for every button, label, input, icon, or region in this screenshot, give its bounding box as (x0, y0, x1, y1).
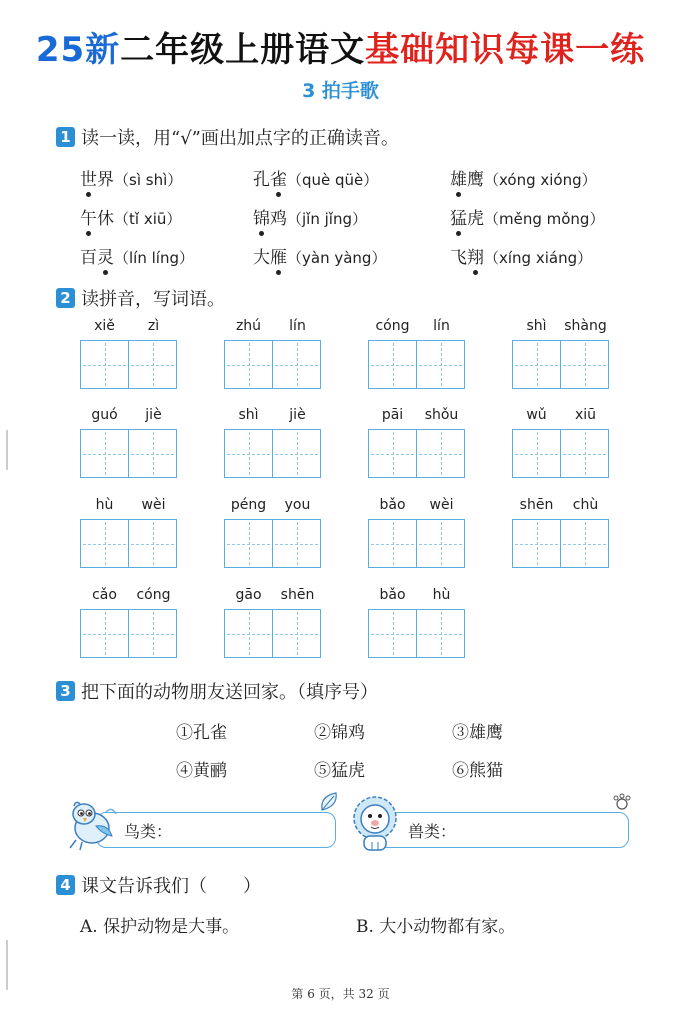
pinyin-syllable: hù (432, 587, 451, 603)
writing-square[interactable] (368, 429, 417, 478)
pinyin-write-cell (512, 318, 610, 389)
writing-grid (224, 519, 322, 568)
word-char: 界 (97, 170, 114, 190)
pinyin-syllable: hù (95, 497, 114, 513)
writing-square[interactable] (129, 340, 177, 389)
pinyin-write-cell (368, 318, 466, 389)
word-char: 翔 (467, 243, 484, 268)
writing-square[interactable] (273, 519, 321, 568)
pinyin-options[interactable]: （tǐ xiū） (114, 210, 182, 228)
word-char: 孔 (253, 170, 270, 190)
word-char: 大 (253, 248, 270, 268)
pinyin-row (368, 318, 466, 336)
animal-option: ⑥熊猫 (452, 761, 503, 781)
word-char: 锦 (253, 204, 270, 229)
writing-grid (512, 429, 610, 478)
pinyin-write-cell (224, 318, 322, 389)
beast-label: 兽类： (408, 822, 457, 841)
pinyin-syllable: lín (289, 318, 306, 334)
pinyin-syllable: jiè (145, 407, 162, 423)
pinyin-syllable: chù (572, 497, 599, 513)
page-title (0, 22, 681, 71)
writing-grid (80, 609, 178, 658)
pinyin-syllable: you (284, 497, 311, 513)
pinyin-options[interactable]: （jǐn jǐng） (287, 210, 367, 228)
writing-square[interactable] (80, 519, 129, 568)
writing-square[interactable] (80, 429, 129, 478)
writing-grid (368, 609, 466, 658)
word-char: 午 (80, 204, 97, 229)
pinyin-options[interactable]: （sì shì） (114, 171, 183, 189)
page-edge-mark (6, 430, 8, 470)
pinyin-row (80, 497, 178, 515)
word-char: 虎 (467, 209, 484, 229)
pinyin-syllable: xiū (574, 407, 597, 423)
word-char: 灵 (97, 243, 114, 268)
pinyin-row (224, 407, 322, 425)
writing-square[interactable] (129, 429, 177, 478)
word-char: 百 (80, 248, 97, 268)
writing-grid (80, 519, 178, 568)
pinyin-syllable: wǔ (526, 407, 547, 423)
writing-square[interactable] (224, 609, 273, 658)
section2-heading (56, 285, 225, 311)
writing-square[interactable] (224, 519, 273, 568)
word-char: 雄 (450, 165, 467, 190)
writing-square[interactable] (417, 519, 465, 568)
title-part3: 基础知识每课一练 (365, 30, 646, 70)
leaf-icon (318, 790, 340, 814)
word-char: 休 (97, 209, 114, 229)
pinyin-options[interactable]: （xíng xiáng） (484, 249, 593, 267)
page-footer: 第 6 页，共 32 页 (291, 987, 390, 1001)
pinyin-syllable: zì (147, 318, 160, 334)
pinyin-syllable: cóng (375, 318, 410, 334)
writing-square[interactable] (368, 519, 417, 568)
pinyin-options[interactable]: （què qüè） (287, 171, 379, 189)
pinyin-row (80, 407, 178, 425)
writing-square[interactable] (80, 609, 129, 658)
animal-option: ①孔雀 (176, 723, 227, 743)
writing-grid (368, 340, 466, 389)
pronunciation-item (253, 165, 378, 190)
writing-grid (368, 429, 466, 478)
pinyin-write-cell (224, 407, 322, 478)
animal-option: ④黄鹂 (176, 761, 227, 781)
section1-instruction: 读一读，用“√”画出加点字的正确读音。 (81, 128, 399, 149)
writing-square[interactable] (129, 519, 177, 568)
pinyin-syllable: péng (230, 497, 267, 513)
pinyin-row (224, 587, 322, 605)
writing-square[interactable] (368, 340, 417, 389)
pinyin-syllable: pāi (381, 407, 404, 423)
lesson-title: 3 拍手歌 (302, 80, 379, 102)
pinyin-options[interactable]: （xóng xióng） (484, 171, 597, 189)
pinyin-options[interactable]: （měng mǒng） (484, 210, 605, 228)
pinyin-write-cell (512, 407, 610, 478)
pronunciation-item (80, 204, 181, 229)
section3-instruction: 把下面的动物朋友送回家。（填序号） (81, 682, 378, 703)
word-char: 飞 (450, 248, 467, 268)
pinyin-row (80, 318, 178, 336)
writing-square[interactable] (273, 609, 321, 658)
page-edge-mark (6, 940, 8, 990)
pinyin-syllable: jiè (289, 407, 306, 423)
pronunciation-item (80, 165, 182, 190)
section3-number: 3 (56, 681, 75, 701)
writing-grid (512, 340, 610, 389)
writing-square[interactable] (512, 429, 561, 478)
pinyin-syllable: zhú (235, 318, 262, 334)
word-char: 世 (80, 165, 97, 190)
pinyin-syllable: bǎo (379, 587, 406, 603)
pinyin-write-cell (224, 497, 322, 568)
pinyin-row (368, 497, 466, 515)
animal-option: ③雄鹰 (452, 723, 503, 743)
option-b[interactable]: B. 大小动物都有家。 (356, 917, 516, 937)
title-part2: 二年级上册语文 (120, 30, 366, 70)
pinyin-row (80, 587, 178, 605)
writing-square[interactable] (273, 340, 321, 389)
word-char: 雁 (270, 243, 287, 268)
animal-option: ②锦鸡 (314, 723, 365, 743)
writing-square[interactable] (561, 519, 609, 568)
pinyin-syllable: shàng (564, 318, 607, 334)
pinyin-write-cell (80, 497, 178, 568)
animal-option: ⑤猛虎 (314, 761, 365, 781)
writing-grid (224, 609, 322, 658)
writing-grid (224, 340, 322, 389)
pinyin-syllable: shǒu (424, 407, 459, 423)
writing-square[interactable] (561, 429, 609, 478)
pronunciation-item (253, 243, 386, 268)
lion-icon (346, 794, 404, 854)
pinyin-syllable: bǎo (379, 497, 406, 513)
pinyin-row (224, 497, 322, 515)
section1-heading (56, 124, 399, 150)
pinyin-row (224, 318, 322, 336)
pinyin-write-cell (368, 587, 466, 658)
section4-number: 4 (56, 875, 75, 895)
section1-number: 1 (56, 127, 75, 147)
pinyin-syllable: cǎo (92, 587, 117, 603)
writing-square[interactable] (224, 340, 273, 389)
pinyin-syllable: xiě (94, 318, 115, 334)
writing-square[interactable] (417, 429, 465, 478)
bird-label: 鸟类： (124, 822, 173, 841)
section4-instruction: 课文告诉我们（ ） (81, 876, 261, 897)
pinyin-syllable: shì (526, 318, 547, 334)
writing-grid (80, 429, 178, 478)
pronunciation-item (450, 243, 592, 268)
writing-square[interactable] (368, 609, 417, 658)
pinyin-syllable: shì (238, 407, 259, 423)
pinyin-write-cell (80, 587, 178, 658)
writing-square[interactable] (512, 340, 561, 389)
writing-square[interactable] (561, 340, 609, 389)
writing-square[interactable] (512, 519, 561, 568)
writing-square[interactable] (417, 340, 465, 389)
pinyin-row (368, 587, 466, 605)
writing-square[interactable] (417, 609, 465, 658)
pinyin-syllable: lín (433, 318, 450, 334)
pinyin-row (512, 318, 610, 336)
pinyin-write-cell (512, 497, 610, 568)
section3-heading (56, 678, 378, 704)
writing-square[interactable] (80, 340, 129, 389)
pinyin-row (368, 407, 466, 425)
bird-icon (62, 796, 120, 854)
section4-heading (56, 872, 261, 898)
pinyin-write-cell (368, 407, 466, 478)
pinyin-syllable: guó (91, 407, 118, 423)
pronunciation-item (80, 243, 194, 268)
word-char: 猛 (450, 204, 467, 229)
word-char: 雀 (270, 165, 287, 190)
pinyin-syllable: wèi (429, 497, 454, 513)
title-part1: 25新 (35, 30, 121, 70)
writing-square[interactable] (129, 609, 177, 658)
pronunciation-item (450, 204, 604, 229)
option-a[interactable]: A. 保护动物是大事。 (80, 917, 240, 937)
pinyin-options[interactable]: （lín líng） (114, 249, 194, 267)
pinyin-syllable: gāo (235, 587, 262, 603)
pinyin-write-cell (368, 497, 466, 568)
pinyin-syllable: shēn (519, 497, 554, 513)
writing-square[interactable] (273, 429, 321, 478)
writing-grid (512, 519, 610, 568)
pinyin-row (512, 407, 610, 425)
writing-grid (80, 340, 178, 389)
paw-icon (612, 792, 632, 812)
writing-grid (224, 429, 322, 478)
pinyin-write-cell (224, 587, 322, 658)
pinyin-write-cell (80, 407, 178, 478)
writing-grid (368, 519, 466, 568)
word-char: 鸡 (270, 209, 287, 229)
pronunciation-item (450, 165, 597, 190)
section2-instruction: 读拼音，写词语。 (81, 289, 225, 310)
pinyin-write-cell (80, 318, 178, 389)
pinyin-row (512, 497, 610, 515)
pinyin-syllable: wèi (141, 497, 166, 513)
section2-number: 2 (56, 288, 75, 308)
pinyin-syllable: shēn (280, 587, 315, 603)
pinyin-syllable: cóng (136, 587, 171, 603)
pinyin-options[interactable]: （yàn yàng） (287, 249, 387, 267)
writing-square[interactable] (224, 429, 273, 478)
pronunciation-item (253, 204, 367, 229)
word-char: 鹰 (467, 170, 484, 190)
